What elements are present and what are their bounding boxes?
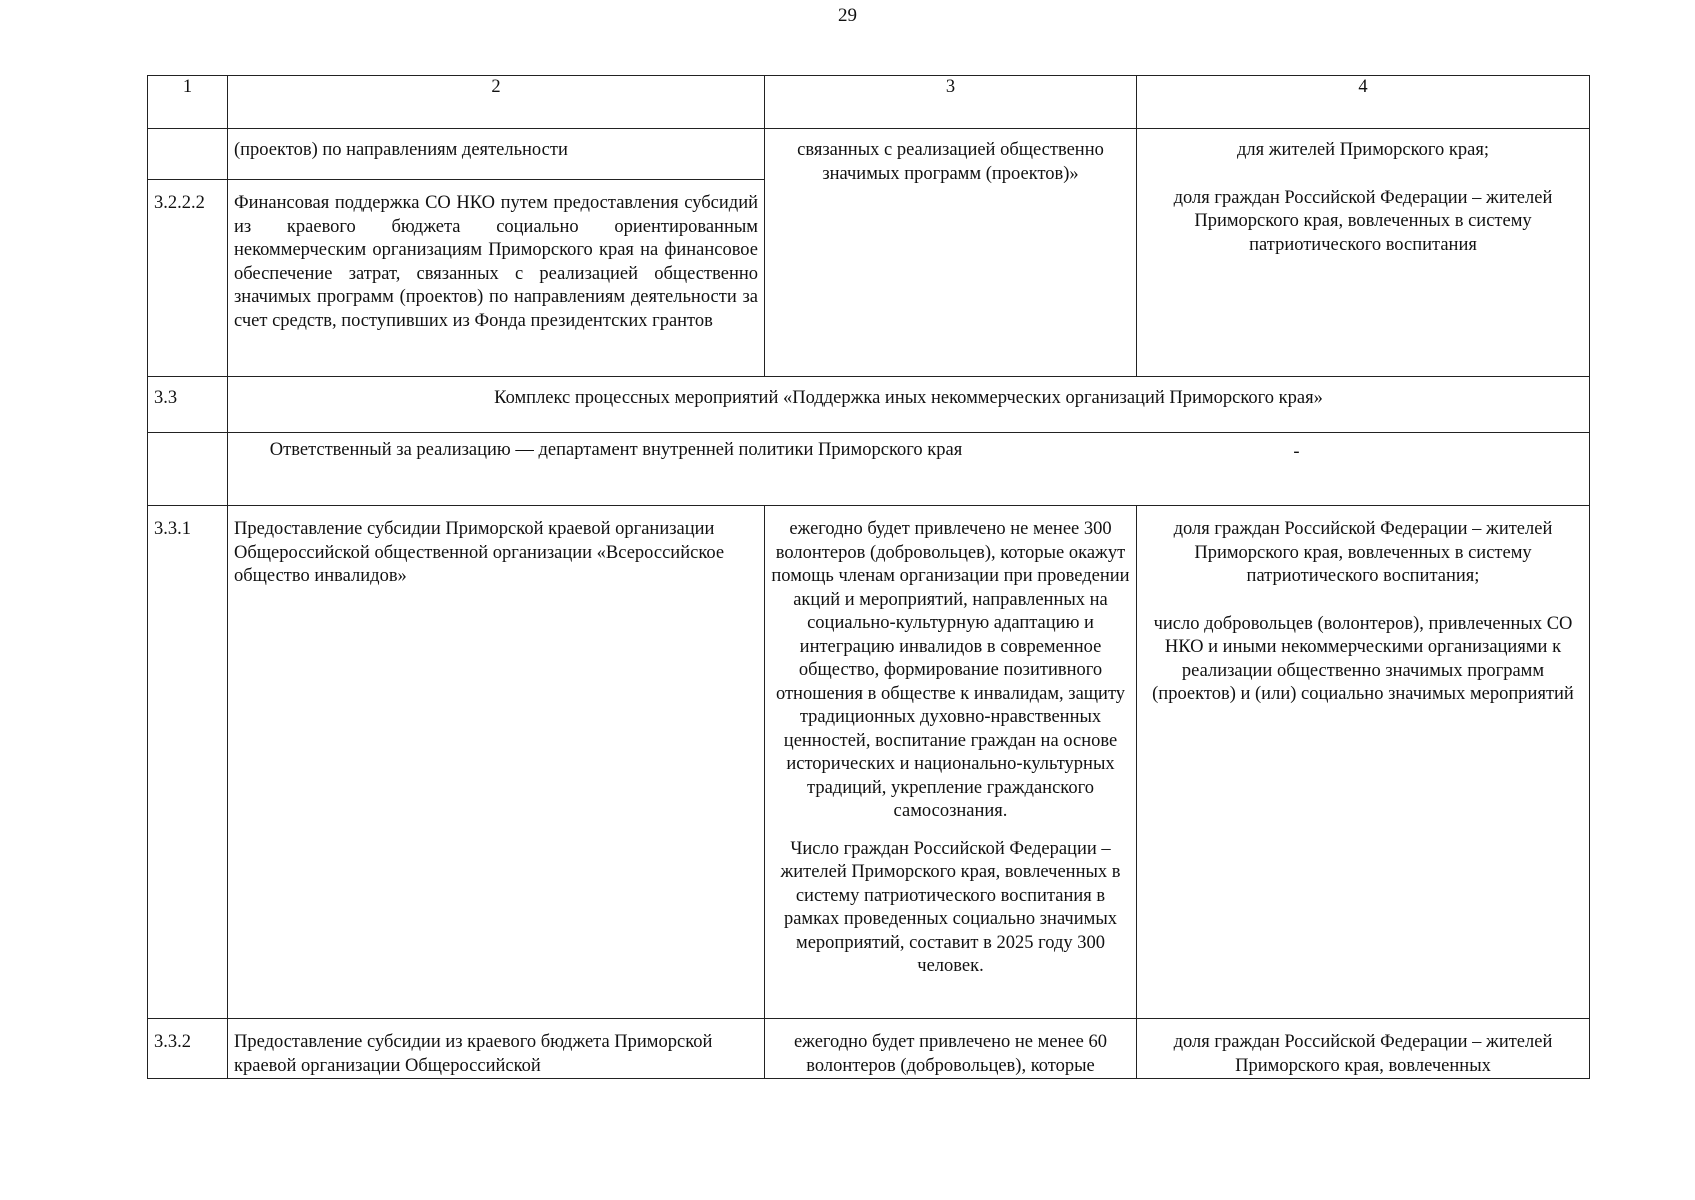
row-result-cell: [765, 506, 1137, 1019]
indicator-text: доля граждан Российской Федерации – жителей Приморского края, вовлеченных в систему патриотического воспитания: [1173, 187, 1553, 255]
row-description-cell: (проектов) по направлениям деятельности: [228, 129, 765, 180]
responsible-dash: -: [1293, 442, 1300, 462]
row-result-cell: ежегодно будет привлечено не менее 60 волонтеров (добровольцев), которые: [765, 1019, 1137, 1079]
section-title-cell: Комплекс процессных мероприятий «Поддержка иных некоммерческих организаций Приморского края»: [228, 377, 1590, 433]
row-number-cell: 3.3: [148, 377, 228, 433]
table-row-3-3-1: [148, 506, 1590, 1019]
column-header-1: 1: [148, 76, 228, 129]
row-indicator-cell: [1137, 129, 1590, 377]
row-indicator-cell: доля граждан Российской Федерации – жителей Приморского края, вовлеченных: [1137, 1019, 1590, 1079]
result-paragraph: ежегодно будет привлечено не менее 300 волонтеров (добровольцев), которые окажут помощь членам организации при проведении акций и мероприятий, направленных на социально-культурную адаптацию и интеграцию инвалидов в современное общество, формирование позитивного отношения в обществе к инвалидам, защиту традиционных духовно-нравственных ценностей, воспитание граждан на основе исторических и национально-культурных традиций, укрепление гражданского самосознания.: [771, 519, 1130, 821]
indicator-text: доля граждан Российской Федерации – жителей Приморского края, вовлеченных в систему патриотического воспитания;: [1173, 519, 1553, 586]
measures-table: [147, 75, 1590, 1079]
row-number-cell: 3.2.2.2: [148, 180, 228, 377]
table-header-row: [148, 76, 1590, 129]
indicator-text: число добровольцев (волонтеров), привлеченных СО НКО и иными некоммерческими организациями к реализации общественно значимых программ (проектов) и (или) социально значимых мероприятий: [1152, 613, 1574, 704]
indicator-text: для жителей Приморского края;: [1236, 140, 1490, 160]
responsible-text: Ответственный за реализацию — департамент внутренней политики Приморского края: [269, 440, 963, 460]
table-row-continuation: [148, 129, 1590, 180]
responsible-cell: [228, 433, 1590, 506]
page-number: 29: [838, 5, 857, 26]
table-row-3-3-section: [148, 377, 1590, 433]
row-number-cell: 3.3.1: [148, 506, 228, 1019]
row-number-cell: 3.3.2: [148, 1019, 228, 1079]
row-description-cell: Предоставление субсидии Приморской краевой организации Общероссийской общественной организации «Всероссийское общество инвалидов»: [228, 506, 765, 1019]
row-description-cell: Финансовая поддержка СО НКО путем предоставления субсидий из краевого бюджета социально ориентированным некоммерческим организациям Приморского края на финансовое обеспечение затрат, связанных с реализацией общественно значимых программ (проектов) по направлениям деятельности за счет средств, поступивших из Фонда президентских грантов: [228, 180, 765, 377]
row-number-cell: [148, 129, 228, 180]
row-description-cell: Предоставление субсидии из краевого бюджета Приморской краевой организации Общероссийской: [228, 1019, 765, 1079]
table-row-responsible: [148, 433, 1590, 506]
row-result-cell: связанных с реализацией общественно значимых программ (проектов)»: [765, 129, 1137, 377]
row-indicator-cell: [1137, 506, 1590, 1019]
column-header-4: 4: [1137, 76, 1590, 129]
table-row-3-3-2: [148, 1019, 1590, 1079]
result-paragraph: Число граждан Российской Федерации – жителей Приморского края, вовлеченных в систему патриотического воспитания в рамках проведенных социально значимых мероприятий, составит в 2025 году 300 человек.: [780, 838, 1121, 976]
column-header-2: 2: [228, 76, 765, 129]
column-header-3: 3: [765, 76, 1137, 129]
row-number-cell: [148, 433, 228, 506]
